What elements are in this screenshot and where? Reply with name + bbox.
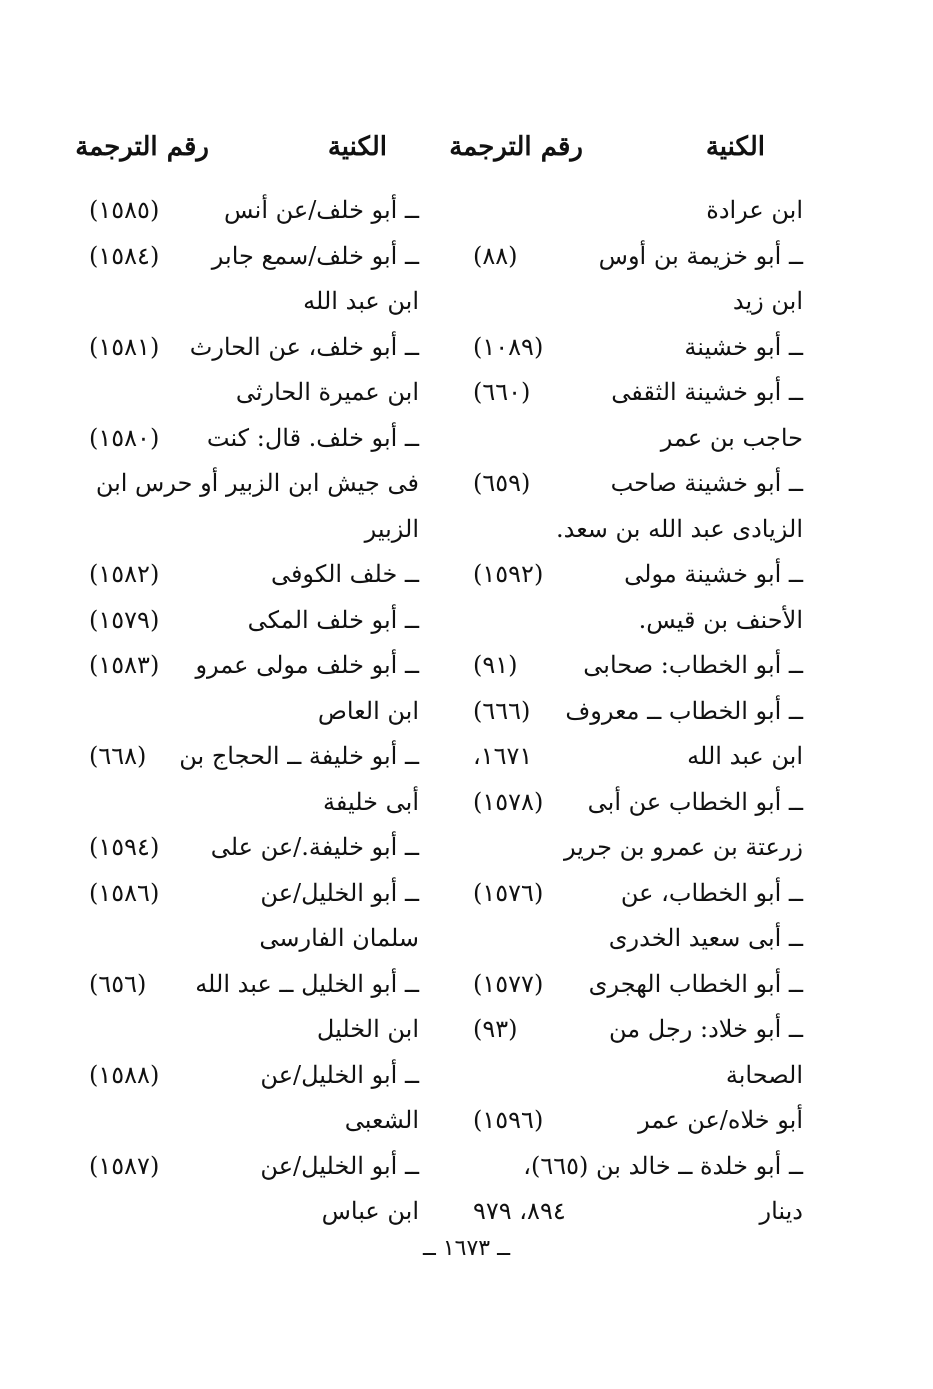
- list-item: [89, 552, 419, 596]
- entry-kunya: ــ أبو خلف مولى عمرو: [195, 651, 419, 679]
- entry-kunya: ــ أبو الخطاب عن أبى: [587, 787, 803, 816]
- list-item: [89, 370, 419, 414]
- entry-number: (١٥٨٨): [89, 1060, 160, 1089]
- entry-number: (٦٦٨): [89, 742, 147, 770]
- list-item: [473, 507, 803, 551]
- list-item: [473, 780, 803, 824]
- entry-number: (٦٥٦): [89, 969, 147, 998]
- entry-number: (١٥٧٦): [473, 878, 544, 907]
- entry-kunya: الأحنف بن قيس.: [638, 605, 803, 634]
- list-item: [89, 1189, 419, 1233]
- entry-kunya: ــ أبى سعيد الخدرى: [608, 924, 803, 952]
- list-item: [89, 916, 419, 960]
- entry-kunya: ابن عباس: [321, 1197, 419, 1225]
- entry-kunya: دينار: [759, 1197, 803, 1225]
- entry-number: (١٥٧٧): [473, 969, 544, 998]
- entry-kunya: ــ أبو خلدة ــ خالد بن (٦٦٥)،: [523, 1151, 803, 1180]
- entry-kunya: ــ أبو الخطاب: صحابى: [583, 651, 803, 679]
- list-item: [473, 734, 803, 778]
- entry-kunya: ابن زيد: [732, 287, 803, 315]
- entry-kunya: الصحابة: [725, 1060, 803, 1089]
- list-item: [89, 1144, 419, 1188]
- list-item: [89, 825, 419, 869]
- entry-number: (٦٦٦): [473, 696, 531, 725]
- entry-kunya: ــ أبو خليفة./عن على: [210, 833, 419, 861]
- entry-kunya: ــ أبو خلف، عن الحارث: [189, 332, 419, 361]
- list-item: [473, 1053, 803, 1097]
- entry-kunya: سلمان الفارسى: [259, 924, 419, 952]
- list-item: [89, 507, 419, 551]
- entry-number: (١٠٨٩): [473, 332, 544, 361]
- list-item: [89, 416, 419, 460]
- entry-number: (٩٣): [473, 1015, 518, 1043]
- list-item: [473, 461, 803, 505]
- entry-number: ٨٩٤، ٩٧٩: [473, 1197, 566, 1225]
- entry-kunya: ــ أبو خشينة: [684, 332, 803, 361]
- entry-kunya: الزيادى عبد الله بن سعد.: [555, 514, 803, 543]
- entry-number: (٦٥٩): [473, 469, 531, 497]
- list-item: [89, 1053, 419, 1097]
- entry-number: ١٦٧١،: [473, 742, 533, 770]
- entry-number: (١٥٧٩): [89, 605, 160, 634]
- entry-kunya: الشعبى: [344, 1106, 419, 1134]
- entry-kunya: ــ أبو الخطاب ــ معروف: [565, 696, 803, 725]
- entry-kunya: ــ أبو خشينة صاحب: [610, 469, 803, 497]
- list-item: [473, 1098, 803, 1142]
- entry-number: (١٥٧٨): [473, 787, 544, 816]
- entry-number: (١٥٨٣): [89, 651, 160, 679]
- entry-number: (١٥٨٧): [89, 1151, 160, 1180]
- list-item: [89, 689, 419, 733]
- header-right-number: رقم الترجمة: [449, 132, 583, 162]
- entry-number: (١٥٨٤): [89, 241, 160, 270]
- entry-kunya: أبى خليفة: [322, 787, 419, 816]
- list-item: [89, 461, 419, 505]
- header-right-kunya: الكنية: [705, 132, 765, 162]
- entry-kunya: حاجب بن عمر: [660, 423, 803, 452]
- list-item: [473, 370, 803, 414]
- page-number: ــ ١٦٧٣ ــ: [422, 1236, 511, 1261]
- entry-kunya: ــ أبو الخطاب الهجرى: [588, 969, 803, 998]
- list-item: [89, 598, 419, 642]
- entry-number: (١٥٨٥): [89, 196, 160, 224]
- entry-kunya: زرعتة بن عمرو بن جرير: [563, 833, 803, 861]
- entry-kunya: ابن عرادة: [706, 196, 803, 224]
- entry-number: (٨٨): [473, 241, 518, 270]
- list-item: [473, 825, 803, 869]
- list-item: [473, 325, 803, 369]
- entry-kunya: ابن عبد الله: [687, 742, 803, 770]
- list-item: [89, 871, 419, 915]
- entry-kunya: ــ أبو خلف. قال: كنت: [206, 423, 419, 452]
- entry-kunya: فى جيش ابن الزبير أو حرس ابن: [95, 469, 419, 497]
- entry-number: (١٥٩٦): [473, 1106, 544, 1134]
- list-item: [473, 416, 803, 460]
- entry-number: (١٥٩٢): [473, 560, 544, 588]
- list-item: [473, 1144, 803, 1188]
- list-item: [473, 962, 803, 1006]
- entry-kunya: ــ خلف الكوفى: [270, 560, 419, 588]
- list-item: [89, 325, 419, 369]
- entry-number: (١٥٩٤): [89, 833, 160, 861]
- entry-kunya: الزبير: [364, 514, 419, 543]
- list-item: [89, 643, 419, 687]
- list-item: [89, 279, 419, 323]
- entry-kunya: أبو خلاه/عن عمر: [638, 1106, 803, 1134]
- header-left-kunya: الكنية: [327, 132, 387, 162]
- entry-kunya: ــ أبو الخليل ــ عبد الله: [195, 969, 419, 998]
- entry-number: (١٥٨١): [89, 332, 160, 361]
- entry-number: (١٥٨٠): [89, 423, 160, 452]
- entry-number: (١٥٨٦): [89, 878, 160, 907]
- entry-kunya: ــ أبو خلاد: رجل من: [609, 1015, 803, 1043]
- entry-kunya: ــ أبو خليفة ــ الحجاج بن: [179, 742, 419, 770]
- list-item: [89, 962, 419, 1006]
- entry-kunya: ــ أبو الخليل/عن: [260, 1060, 419, 1089]
- entry-kunya: ــ أبو خزيمة بن أوس: [598, 241, 803, 270]
- entry-kunya: ــ أبو خشينة مولى: [624, 560, 803, 588]
- entry-kunya: ــ أبو الخليل/عن: [260, 878, 419, 907]
- list-item: [89, 234, 419, 278]
- entry-kunya: ــ أبو خلف المكى: [247, 605, 419, 634]
- list-item: [89, 188, 419, 232]
- list-item: [89, 1098, 419, 1142]
- list-item: [89, 734, 419, 778]
- list-item: [89, 780, 419, 824]
- entry-kunya: ابن عبد الله: [303, 287, 419, 315]
- list-item: [473, 234, 803, 278]
- entry-number: (١٥٨٢): [89, 560, 160, 588]
- list-item: [473, 916, 803, 960]
- entry-kunya: ابن الخليل: [316, 1015, 419, 1043]
- list-item: [473, 871, 803, 915]
- entry-kunya: ــ أبو خلف/عن أنس: [224, 196, 419, 224]
- list-item: [473, 1007, 803, 1051]
- entry-kunya: ــ أبو خشينة الثقفى: [611, 378, 803, 406]
- entry-number: (٩١): [473, 651, 518, 679]
- list-item: [89, 1007, 419, 1051]
- entry-kunya: ــ أبو الخطاب، عن: [620, 878, 803, 907]
- list-item: [473, 552, 803, 596]
- list-item: [473, 689, 803, 733]
- list-item: [473, 598, 803, 642]
- entry-kunya: ــ أبو الخليل/عن: [260, 1151, 419, 1180]
- list-item: [473, 188, 803, 232]
- entry-kunya: ابن العاص: [317, 696, 419, 725]
- header-left-number: رقم الترجمة: [75, 132, 209, 162]
- list-item: [473, 1189, 803, 1233]
- list-item: [473, 643, 803, 687]
- list-item: [473, 279, 803, 323]
- entry-kunya: ــ أبو خلف/سمع جابر: [211, 241, 419, 270]
- entry-number: (٦٦٠): [473, 378, 531, 406]
- entry-kunya: ابن عميرة الحارثى: [235, 378, 419, 406]
